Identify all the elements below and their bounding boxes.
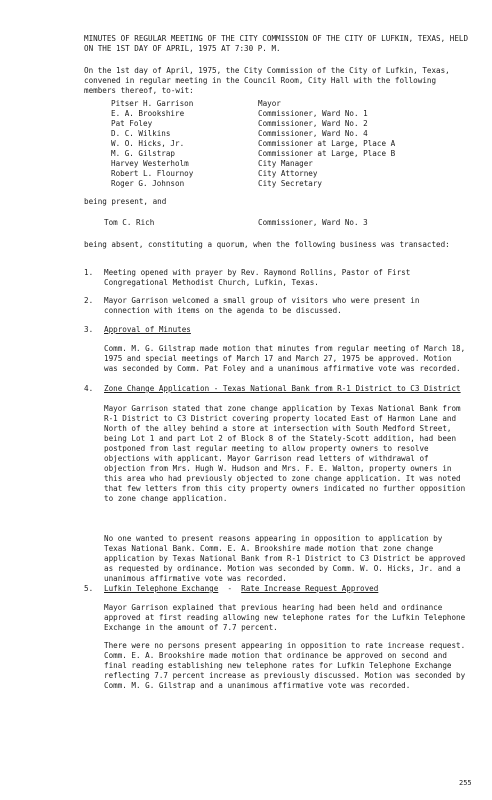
telephone-motion-paragraph: There were no persons present appearing in opposition to rate increase request. Comm. E. A. Brookshire made motion that ordinance be approved on second and final reading establishing new telephone rates for Lufkin Telephone Exchange reflecting 7.7 percent increase as previously discussed. Motion was seconded by Comm. M. G. Gilstrap and a unanimous affirmative vote was recorded. bbox=[104, 641, 470, 690]
zone-change-motion-paragraph: No one wanted to present reasons appearing in opposition to application by Texas National Bank. Comm. E. A. Brookshire made motion that zone change application by Texas National Bank from R-1 District to C3 District be approved as requested by ordinance. Motion was seconded by Comm. W. O. Hicks, Jr. and a unanimous affirmative vote was recorded. bbox=[104, 534, 470, 583]
agenda-item bbox=[84, 584, 474, 594]
item-heading: Approval of Minutes bbox=[104, 325, 191, 334]
member-row bbox=[111, 99, 411, 109]
member-role: City Manager bbox=[258, 159, 313, 168]
absent-member-role: Commissioner, Ward No. 3 bbox=[258, 218, 368, 227]
item-number: 5. bbox=[84, 584, 94, 593]
telephone-paragraph: Mayor Garrison explained that previous hearing had been held and ordinance approved at first reading allowing new telephone rates for the Lufkin Telephone Exchange in the amount of 7.7 percent. bbox=[104, 603, 470, 632]
member-name: Pat Foley bbox=[111, 119, 153, 128]
member-role: Mayor bbox=[258, 99, 281, 108]
member-name: Roger G. Johnson bbox=[111, 179, 185, 188]
item-subheading: Rate Increase Request Approved bbox=[241, 584, 379, 593]
item-number: 1. bbox=[84, 268, 94, 277]
member-name: Pitser H. Garrison bbox=[111, 99, 194, 108]
item-number: 2. bbox=[84, 296, 94, 305]
intro-paragraph: On the 1st day of April, 1975, the City Commission of the City of Lufkin, Texas, convened in regular meeting in the Council Room, City Hall with the following members thereof, to-wit: bbox=[84, 66, 455, 95]
member-name: W. O. Hicks, Jr. bbox=[111, 139, 185, 148]
agenda-item bbox=[84, 384, 474, 394]
document-title: MINUTES OF REGULAR MEETING OF THE CITY COMMISSION OF THE CITY OF LUFKIN, TEXAS, HELD ON THE 1ST DAY OF APRIL, 1975 AT 7:30 P. M. bbox=[84, 34, 473, 53]
member-role: Commissioner, Ward No. 2 bbox=[258, 119, 368, 128]
member-name: E. A. Brookshire bbox=[111, 109, 185, 118]
item-number: 3. bbox=[84, 325, 94, 334]
member-role: Commissioner at Large, Place B bbox=[258, 149, 396, 158]
members-list bbox=[111, 99, 411, 189]
member-row bbox=[111, 169, 411, 179]
member-name: Harvey Westerholm bbox=[111, 159, 189, 168]
member-row bbox=[111, 109, 411, 119]
member-row bbox=[111, 129, 411, 139]
member-role: Commissioner, Ward No. 1 bbox=[258, 109, 368, 118]
member-row bbox=[111, 179, 411, 189]
quorum-paragraph: being absent, constituting a quorum, when the following business was transacted: bbox=[84, 240, 450, 249]
member-role: Commissioner, Ward No. 4 bbox=[258, 129, 368, 138]
item-heading: Lufkin Telephone Exchange bbox=[104, 584, 219, 593]
item-text: Meeting opened with prayer by Rev. Raymond Rollins, Pastor of First Congregational Methodist Church, Lufkin, Texas. bbox=[104, 268, 415, 287]
absent-member-row bbox=[104, 218, 464, 228]
being-present-label: being present, and bbox=[84, 197, 167, 206]
member-name: M. G. Gilstrap bbox=[111, 149, 176, 158]
member-row bbox=[111, 159, 411, 169]
agenda-item bbox=[84, 296, 474, 316]
page-number: 255 bbox=[459, 779, 472, 787]
member-name: Robert L. Flournoy bbox=[111, 169, 194, 178]
member-row bbox=[111, 139, 411, 149]
agenda-item bbox=[84, 268, 474, 288]
item-heading: Zone Change Application - Texas National Bank from R-1 District to C3 District bbox=[104, 384, 461, 393]
minutes-approval-paragraph: Comm. M. G. Gilstrap made motion that minutes from regular meeting of March 18, 1975 and special meetings of March 17 and March 27, 1975 be approved. Motion was seconded by Comm. Pat Foley and a unanimous affirmative vote was recorded. bbox=[104, 344, 470, 373]
member-role: Commissioner at Large, Place A bbox=[258, 139, 396, 148]
member-role: City Secretary bbox=[258, 179, 323, 188]
agenda-item bbox=[84, 325, 474, 335]
item-text: Mayor Garrison welcomed a small group of visitors who were present in connection with items on the agenda to be discussed. bbox=[104, 296, 425, 315]
zone-change-paragraph: Mayor Garrison stated that zone change application by Texas National Bank from R-1 District to C3 District covering property located East of Harmon Lane and North of the alley behind a store at intersection with South Medford Street, being Lot 1 and part Lot 2 of Block 8 of the Stately-Scott addition, had been postponed from last regular meeting to allow property owners to resolve objections with applicant. Mayor Garrison read letters of withdrawal of objection from Mrs. Hugh W. Hudson and Mrs. F. E. Walton, property owners in this area who had previously objected to zone change application. It was noted that few letters from this city property owners indicated no further opposition to zone change application. bbox=[104, 404, 470, 503]
member-row bbox=[111, 149, 411, 159]
item-heading-separator: - bbox=[218, 584, 242, 593]
item-number: 4. bbox=[84, 384, 94, 393]
absent-member-name: Tom C. Rich bbox=[104, 218, 155, 227]
member-row bbox=[111, 119, 411, 129]
member-name: D. C. Wilkins bbox=[111, 129, 171, 138]
member-role: City Attorney bbox=[258, 169, 318, 178]
